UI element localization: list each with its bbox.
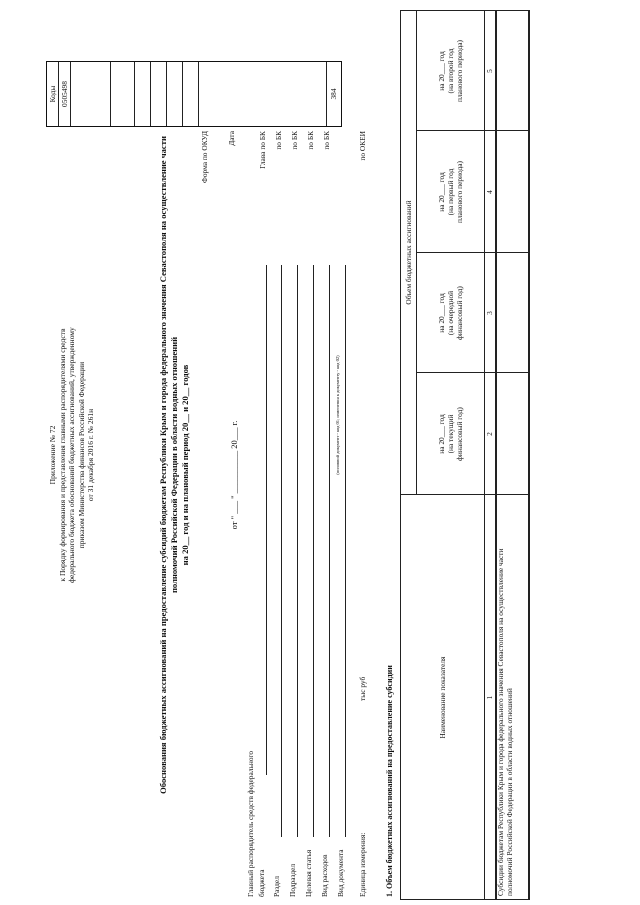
form-date-line: от " ___ " __________ 20___ г.: [229, 420, 239, 530]
group-header: Объем бюджетных ассигнований: [403, 200, 413, 305]
approval-block: [48, 275, 96, 635]
approval-line: федерального бюджета обоснований бюджетных ассигнований, утвержденному: [67, 327, 76, 583]
okei-label: по ОКЕИ: [358, 131, 367, 161]
col-header-line: на 20___ год: [436, 51, 446, 91]
title-line: на 20__ год и на плановый период 20__ и 20__ годов: [180, 364, 190, 566]
doc-type-note: (основной документ - код 01; изменения к документу - код 02): [335, 355, 340, 475]
field-underline: [297, 265, 298, 837]
col-current-year-header: [416, 373, 484, 495]
field-underline: [329, 265, 330, 837]
col-header-line: (на текущий: [445, 414, 455, 454]
col-plan-year1-header: [416, 131, 484, 253]
col-next-year-header: [416, 253, 484, 373]
field-underline: [345, 265, 346, 837]
approval-line: от 31 декабря 2016 г. № 261н: [86, 408, 95, 502]
col-number: 1: [485, 695, 494, 700]
okud-code: 0505498: [59, 62, 71, 126]
col-header-line: на 20___ год: [436, 293, 446, 333]
col-number: 2: [485, 432, 494, 436]
title-line: полномочий Российской Федерации в области водных отношений: [169, 336, 179, 594]
form-title: [158, 55, 191, 875]
field-section: Раздел: [272, 876, 281, 897]
field-document-type: Вид документа: [336, 849, 345, 897]
chapter-label: Глава по БК: [258, 131, 267, 169]
codes-header: Коды: [47, 62, 59, 126]
expense-code-label: по БК: [322, 131, 331, 150]
unit-label: Единица измерения:: [358, 832, 367, 897]
field-main-manager: Главный распорядитель средств федерального: [246, 750, 255, 897]
col-header-line: (на очередной: [445, 290, 455, 336]
table-row: [496, 495, 528, 900]
title-line: Обоснования бюджетных ассигнований на предоставление субсидий бюджетам Республики Крым и города федерального значения Севастополя на осуществление части: [158, 136, 168, 794]
col-number: 4: [485, 190, 494, 194]
row-name-line: Субсидии бюджетам Республики Крым и города федерального значения Севастополя на осуществление части: [496, 548, 505, 896]
section-code-cell: [135, 62, 151, 126]
field-expense-type: Вид расходов: [320, 854, 329, 897]
section-title: 1. Объем бюджетных ассигнований на предоставление субсидии: [385, 665, 394, 897]
field-subsection: Подраздел: [288, 863, 297, 897]
col-header-line: (на первый год: [445, 168, 455, 216]
section-code-label: по БК: [274, 131, 283, 150]
col-plan-year2-header: [416, 11, 484, 131]
date-code-cell: [71, 62, 111, 126]
col-header-line: на 20___ год: [436, 172, 446, 212]
table-border: [528, 10, 530, 900]
unit-value: тыс руб: [358, 676, 367, 701]
subsection-code-label: по БК: [290, 131, 299, 150]
chapter-code-cell: [111, 62, 135, 126]
col-number: 3: [485, 311, 494, 315]
doc-type-code-cell: [199, 62, 327, 126]
okei-code: 384: [329, 88, 338, 100]
col-number: 5: [485, 69, 494, 73]
approval-line: к Порядку формирования и представления главными распорядителями средств: [57, 328, 67, 582]
col-name-header: Наименование показателя: [437, 656, 447, 739]
row-name-line: полномочий Российской Федерации в области водных отношений: [505, 688, 514, 896]
codes-box: [46, 61, 342, 127]
date-label: Дата: [227, 131, 236, 146]
target-code-label: по БК: [306, 131, 315, 150]
appendix-number: Приложение № 72: [48, 425, 57, 485]
col-header-line: планового периода): [454, 40, 464, 102]
budget-table: [400, 10, 530, 900]
field-underline: [313, 265, 314, 837]
okud-label: Форма по ОКУД: [200, 131, 209, 184]
col-header-line: (на второй год: [445, 48, 455, 94]
col-header-line: финансовый год): [454, 286, 464, 340]
col-header-line: планового периода): [454, 161, 464, 223]
field-underline: [281, 265, 282, 837]
approval-line: приказом Министерства финансов Российской Федерации: [76, 361, 86, 549]
field-target-item: Целевая статья: [304, 849, 313, 897]
field-main-manager-cont: бюджета: [257, 869, 266, 897]
col-header-line: на 20___ год: [436, 414, 446, 454]
col-header-line: финансовый год): [454, 407, 464, 461]
field-underline: [266, 265, 267, 775]
